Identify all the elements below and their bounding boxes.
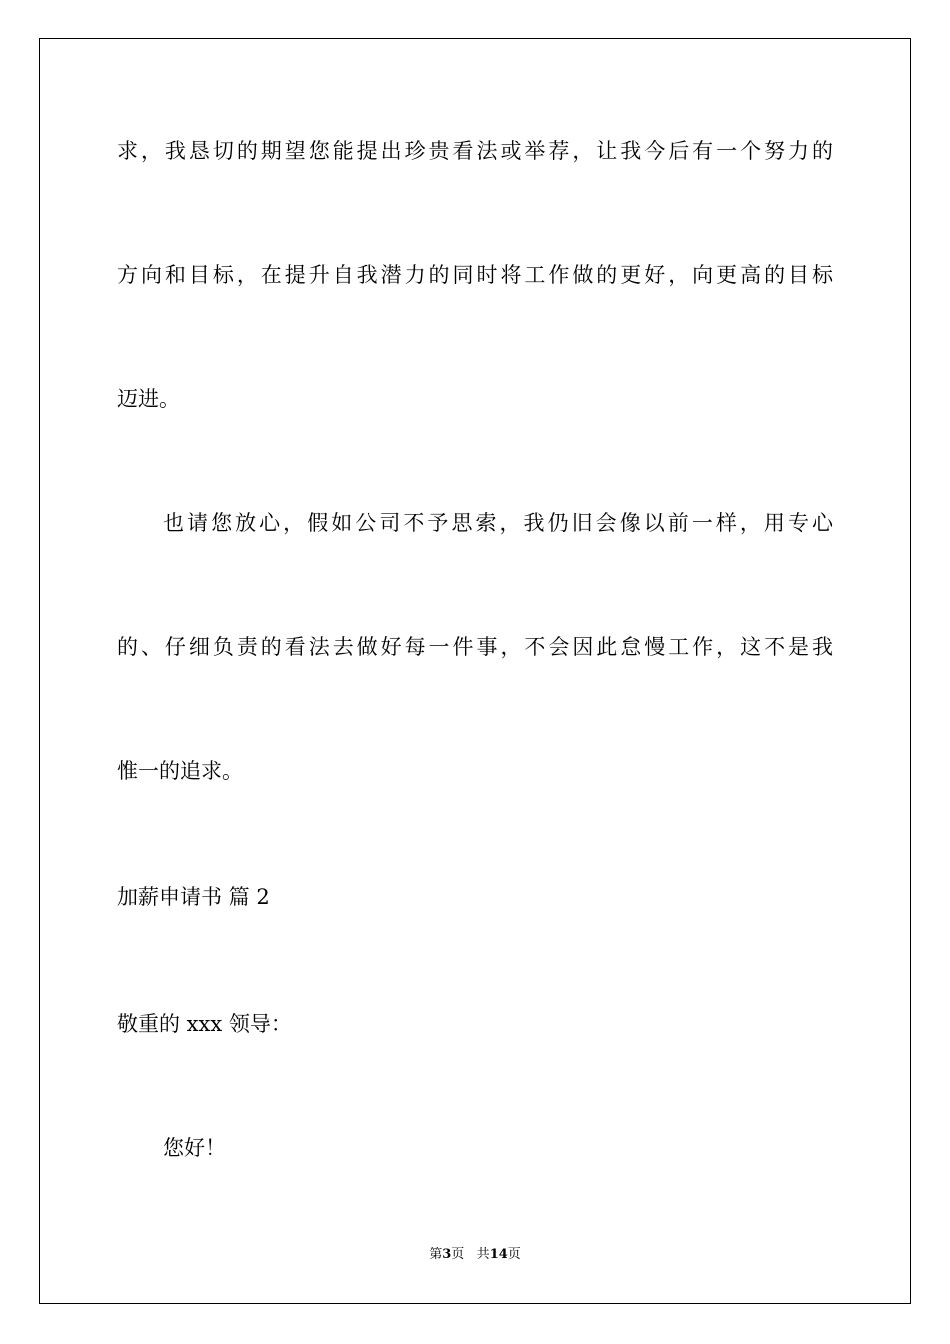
greeting: 您好！ bbox=[163, 1136, 226, 1160]
footer-current-page: 3 bbox=[442, 1247, 452, 1262]
paragraph-1-line-2: 方向和目标，在提升自我潜力的同时将工作做的更好，向更高的目标 bbox=[117, 263, 833, 287]
salutation: 敬重的 xxx 领导： bbox=[117, 1012, 292, 1036]
footer-total-suffix: 页 bbox=[507, 1247, 521, 1262]
paragraph-1-line-1: 求，我恳切的期望您能提出珍贵看法或举荐，让我今后有一个努力的 bbox=[117, 139, 833, 163]
paragraph-2-line-2: 的、仔细负责的看法去做好每一件事，不会因此怠慢工作，这不是我 bbox=[117, 635, 833, 659]
paragraph-1-line-3: 迈进。 bbox=[117, 387, 180, 411]
footer-total-pages: 14 bbox=[489, 1247, 508, 1262]
footer-total-prefix: 共 bbox=[476, 1247, 490, 1262]
section-heading: 加薪申请书 篇 2 bbox=[117, 885, 270, 909]
paragraph-2-line-3: 惟一的追求。 bbox=[117, 759, 243, 783]
page-frame bbox=[39, 38, 911, 1304]
page-footer bbox=[0, 1246, 950, 1264]
paragraph-2-line-1: 也请您放心，假如公司不予思索，我仍旧会像以前一样，用专心 bbox=[163, 511, 833, 535]
footer-page-prefix: 第 bbox=[429, 1247, 443, 1262]
footer-page-suffix: 页 bbox=[451, 1247, 465, 1262]
